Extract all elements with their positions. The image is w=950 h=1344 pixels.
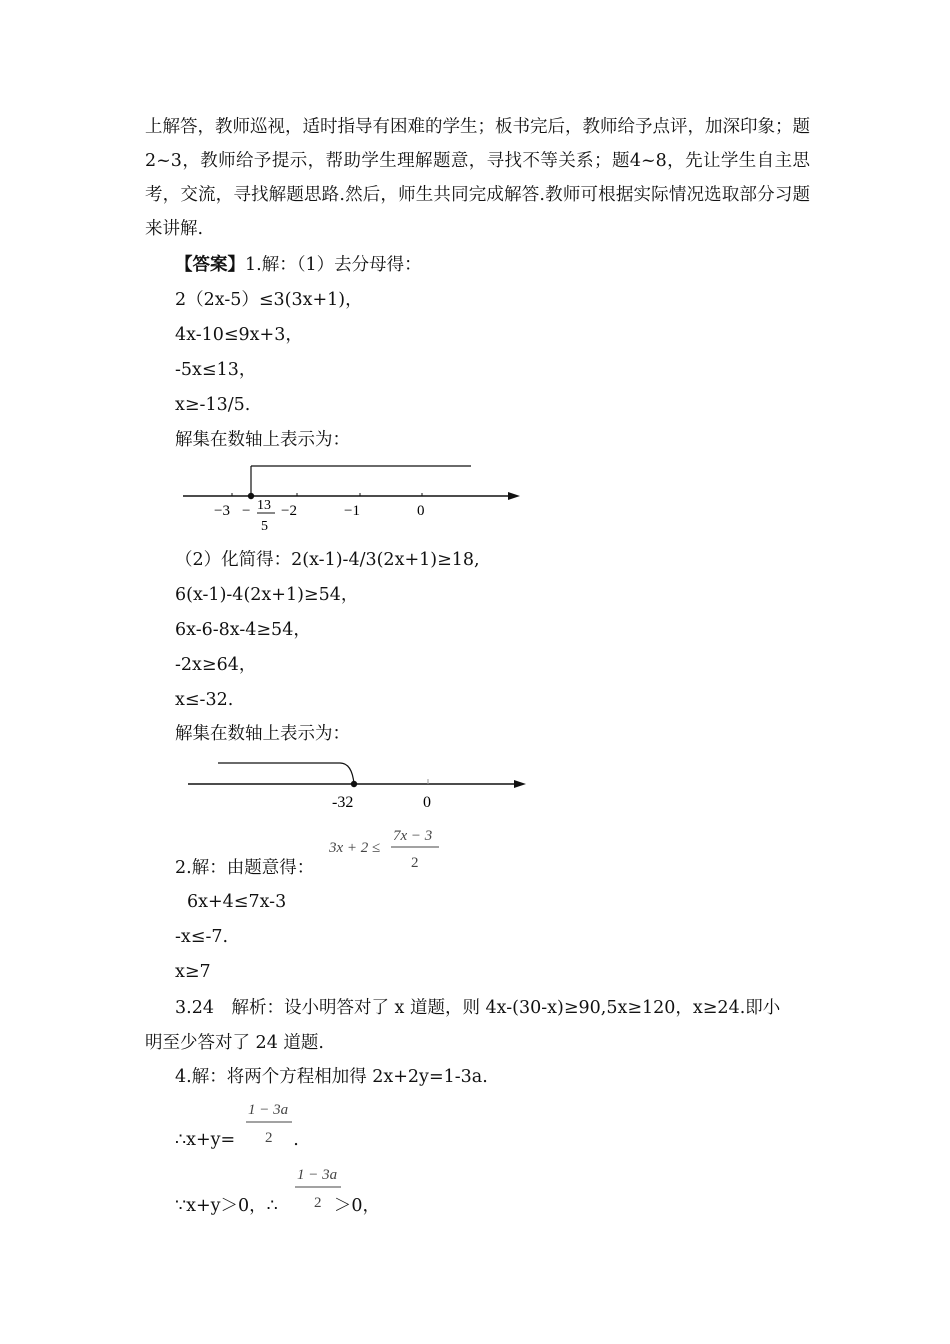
number-line-1 bbox=[175, 458, 535, 538]
q4-line-3 bbox=[175, 1194, 380, 1218]
q1-step-4: x≥-13/5. bbox=[175, 395, 251, 415]
axis-arrow bbox=[514, 780, 526, 788]
q1-part2-step-3: 6x-6-8x-4≥54， bbox=[175, 620, 311, 640]
point-denominator: 5 bbox=[261, 519, 268, 534]
tick-label-0: 0 bbox=[423, 794, 431, 811]
q1-part2-step-5: x≤-32. bbox=[175, 690, 234, 710]
tick-label-neg2: −2 bbox=[281, 503, 297, 519]
q4-l3-suffix: ＞0， bbox=[333, 1196, 380, 1216]
numberline-caption-1: 解集在数轴上表示为： bbox=[175, 430, 350, 450]
answer-header bbox=[175, 253, 422, 277]
q1-part2-step-2: 6(x-1)-4(2x+1)≥54， bbox=[175, 585, 359, 605]
formula-numerator: 7x − 3 bbox=[393, 828, 433, 844]
q2-step-1: 6x+4≤7x-3 bbox=[187, 892, 287, 912]
q2-formula bbox=[326, 824, 446, 874]
q2-label: 2.解：由题意得： bbox=[175, 858, 315, 878]
solution-endpoint bbox=[351, 781, 357, 787]
intro-paragraph: 上解答，教师巡视，适时指导有困难的学生；板书完后，教师给予点评，加深印象；题2~3，教师给予提示，帮助学生理解题意，寻找不等关系；题4~8，先让学生自主思考，交流，寻找解题思路.然后，师生共同完成解答.教师可根据实际情况选取部分习题来讲解. bbox=[145, 117, 810, 239]
q1-step-3: -5x≤13， bbox=[175, 360, 257, 380]
fraction-numerator: 1 − 3a bbox=[297, 1167, 338, 1183]
q3-line-1: 3.24 解析：设小明答对了 x 道题，则 4x-(30-x)≥90,5x≥120，x≥24.即小 bbox=[175, 998, 781, 1018]
numberline-caption-2: 解集在数轴上表示为： bbox=[175, 724, 350, 744]
q3-line-2: 明至少答对了 24 道题. bbox=[145, 1033, 324, 1053]
answer-header-rest: 1.解：（1）去分母得： bbox=[245, 255, 422, 275]
q4-fraction-2 bbox=[292, 1162, 348, 1212]
fraction-denominator: 2 bbox=[314, 1195, 322, 1211]
tick-label-neg1: −1 bbox=[344, 503, 360, 519]
q2-step-2: -x≤-7. bbox=[175, 927, 229, 947]
number-line-2 bbox=[180, 755, 540, 815]
solution-ray bbox=[218, 763, 354, 784]
tick-label-neg3: −3 bbox=[214, 503, 230, 519]
answer-label: 【答案】 bbox=[175, 255, 245, 275]
q4-l2-prefix: ∴x+y= bbox=[175, 1130, 236, 1150]
fraction-denominator: 2 bbox=[265, 1130, 273, 1146]
q4-fraction-1 bbox=[242, 1098, 298, 1148]
point-minus: − bbox=[242, 503, 251, 519]
q1-part2-step-4: -2x≥64， bbox=[175, 655, 257, 675]
solution-endpoint bbox=[248, 493, 254, 499]
point-numerator: 13 bbox=[257, 498, 271, 513]
formula-denominator: 2 bbox=[411, 855, 419, 871]
q2-step-3: x≥7 bbox=[175, 962, 211, 982]
q4-line-1: 4.解：将两个方程相加得 2x+2y=1-3a. bbox=[175, 1067, 488, 1087]
fraction-numerator: 1 − 3a bbox=[248, 1102, 289, 1118]
tick-label-neg32: -32 bbox=[332, 794, 354, 811]
q4-l3-prefix: ∵x+y＞0，∴ bbox=[175, 1196, 278, 1216]
tick-label-0: 0 bbox=[417, 503, 425, 519]
q1-part2-step-1: （2）化简得：2(x-1)-4/3(2x+1)≥18, bbox=[175, 550, 480, 570]
axis-arrow bbox=[508, 492, 520, 500]
q1-step-1: 2（2x-5）≤3(3x+1)， bbox=[175, 290, 363, 310]
q1-step-2: 4x-10≤9x+3， bbox=[175, 325, 303, 345]
q4-l2-suffix: . bbox=[293, 1130, 299, 1150]
formula-lhs: 3x + 2 ≤ bbox=[329, 840, 381, 856]
